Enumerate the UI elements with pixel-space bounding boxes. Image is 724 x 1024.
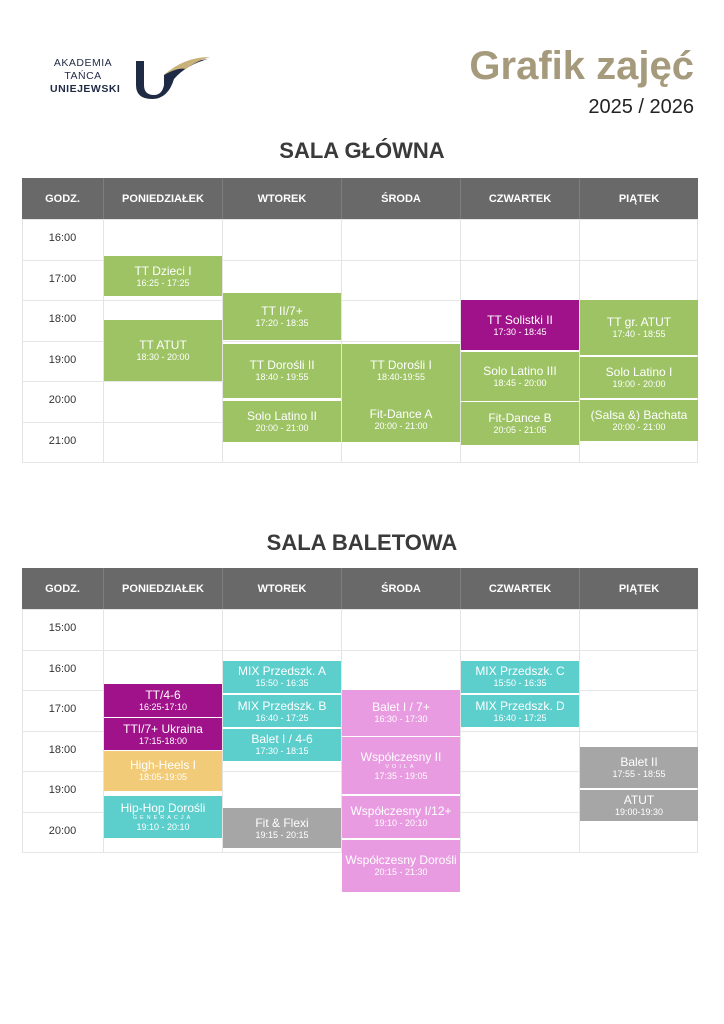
- class-time: 20:15 - 21:30: [374, 867, 428, 878]
- class-block-fit-dance-b[interactable]: [461, 402, 579, 445]
- class-time: 17:30 - 18:15: [255, 746, 309, 757]
- class-name: Solo Latino III: [483, 363, 557, 378]
- hour-label: 21:00: [48, 434, 77, 447]
- day-header-wtorek: WTOREK: [222, 178, 341, 219]
- hour-label: 17:00: [48, 703, 77, 715]
- class-subtitle: VOILA: [385, 763, 417, 770]
- class-time: 18:40-19:55: [376, 372, 426, 383]
- class-time: 20:05 - 21:05: [493, 425, 547, 436]
- day-header-wtorek: WTOREK: [222, 568, 341, 609]
- class-name: MIX Przedszk. A: [237, 664, 327, 679]
- class-name: TT gr. ATUT: [606, 314, 672, 329]
- hour-label: 19:00: [48, 353, 77, 366]
- class-block-wspolczesny-i-12[interactable]: [342, 796, 460, 839]
- class-name: (Salsa &) Bachata: [590, 408, 688, 423]
- class-block-mix-przedszk-b[interactable]: [223, 695, 341, 727]
- day-header-poniedzialek: PONIEDZIAŁEK: [103, 568, 222, 609]
- class-block-tti-7-ukraina[interactable]: [104, 718, 222, 750]
- class-name: TT Dorośli I: [370, 358, 432, 373]
- class-name: Współczesny Dorośli: [345, 853, 457, 868]
- class-name: TT/4-6: [145, 688, 181, 703]
- class-name: Fit-Dance A: [369, 407, 433, 422]
- class-time: 16:25-17:10: [138, 702, 188, 713]
- class-block-atut[interactable]: [580, 790, 698, 822]
- day-header-poniedzialek: PONIEDZIAŁEK: [103, 178, 222, 219]
- class-block-solo-latino-i[interactable]: [580, 357, 698, 398]
- class-time: 20:00 - 21:00: [612, 422, 666, 433]
- class-name: MIX Przedszk. B: [237, 698, 327, 713]
- class-name: Fit-Dance B: [488, 411, 552, 426]
- hour-label: 20:00: [48, 394, 77, 406]
- hour-label: 16:00: [48, 662, 77, 675]
- class-time: 17:55 - 18:55: [612, 768, 666, 779]
- class-time: 18:05-19:05: [138, 772, 188, 783]
- hour-label: 15:00: [48, 622, 77, 634]
- class-time: 16:25 - 17:25: [136, 277, 190, 288]
- class-time: 15:50 - 16:35: [255, 678, 309, 689]
- class-block-fit-dance-a[interactable]: [342, 398, 460, 442]
- hour-label: 18:00: [48, 743, 77, 756]
- class-time: 17:20 - 18:35: [255, 318, 309, 329]
- class-time: 19:00 - 20:00: [612, 378, 666, 389]
- grid-row-line: [22, 219, 698, 220]
- class-time: 19:00-19:30: [614, 807, 664, 817]
- day-header-czwartek: CZWARTEK: [460, 568, 579, 609]
- class-time: 18:30 - 20:00: [136, 351, 190, 362]
- class-time: 17:40 - 18:55: [612, 328, 666, 339]
- day-header-sroda: ŚRODA: [341, 568, 460, 609]
- class-name: TT Solistki II: [487, 312, 553, 327]
- school-year: 2025 / 2026: [588, 96, 694, 118]
- day-header-piatek: PIĄTEK: [579, 568, 698, 609]
- class-block-tt-dorosli-ii[interactable]: [223, 344, 341, 398]
- class-time: 18:40 - 19:55: [255, 372, 309, 383]
- class-name: TTI/7+ Ukraina: [123, 721, 203, 736]
- class-block-mix-przedszk-a[interactable]: [223, 661, 341, 693]
- class-time: 16:30 - 17:30: [374, 714, 428, 725]
- class-block-mix-przedszk-c[interactable]: [461, 661, 579, 693]
- class-time: 16:40 - 17:25: [255, 712, 309, 723]
- class-name: Balet II: [620, 754, 658, 769]
- class-block-salsa-bachata[interactable]: [580, 400, 698, 442]
- class-block-wspolczesny-dorosli[interactable]: [342, 840, 460, 893]
- class-name: Solo Latino I: [605, 364, 673, 379]
- class-time: 20:00 - 21:00: [374, 421, 428, 432]
- class-block-hip-hop-dorosli[interactable]: [104, 796, 222, 838]
- class-name: Solo Latino II: [246, 408, 318, 423]
- class-name: TT II/7+: [261, 304, 303, 319]
- class-time: 16:40 - 17:25: [493, 712, 547, 723]
- page-title: Grafik zajęć: [469, 44, 694, 88]
- class-block-tt-dorosli-i[interactable]: [342, 344, 460, 398]
- hour-label: 17:00: [48, 272, 77, 285]
- schedule-grid-main: [22, 178, 698, 464]
- grid-row-line: [22, 609, 698, 610]
- hour-column-header: GODZ.: [22, 568, 103, 609]
- class-block-tt-dzieci-i[interactable]: [104, 256, 222, 297]
- day-header-sroda: ŚRODA: [341, 178, 460, 219]
- class-block-tt-4-6[interactable]: [104, 684, 222, 716]
- class-name: TT Dorośli II: [249, 358, 315, 373]
- logo-line-2: TAŃCA: [64, 70, 102, 82]
- class-subtitle: GENERACJA: [132, 815, 194, 822]
- class-time: 18:45 - 20:00: [493, 377, 547, 388]
- schedule-grid-ballet: [22, 568, 698, 878]
- class-block-solo-latino-ii[interactable]: [223, 401, 341, 442]
- class-name: TT Dzieci I: [134, 263, 192, 278]
- room-title-main: SALA GŁÓWNA: [279, 138, 445, 163]
- class-block-fit-flexi[interactable]: [223, 808, 341, 849]
- logo-line-1: AKADEMIA: [53, 57, 113, 69]
- class-time: 17:35 - 19:05: [374, 770, 428, 781]
- class-name: MIX Przedszk. D: [475, 698, 565, 713]
- class-block-tt-solistki-ii[interactable]: [461, 300, 579, 351]
- room-title-ballet: SALA BALETOWA: [266, 530, 458, 555]
- class-name: High-Heels I: [129, 758, 197, 773]
- hour-label: 16:00: [48, 232, 77, 244]
- class-block-balet-ii[interactable]: [580, 747, 698, 788]
- hour-column-header: GODZ.: [22, 178, 103, 219]
- class-block-balet-i-4-6[interactable]: [223, 729, 341, 761]
- class-block-tt-atut[interactable]: [104, 320, 222, 381]
- academy-logo: [50, 55, 215, 105]
- class-block-tt-ii-7[interactable]: [223, 293, 341, 340]
- class-name: Współczesny II: [360, 749, 442, 764]
- class-name: MIX Przedszk. C: [475, 664, 565, 679]
- class-name: Fit & Flexi: [255, 815, 309, 830]
- hour-label: 19:00: [48, 784, 77, 796]
- logo-line-3: UNIEJEWSKI: [50, 83, 121, 95]
- class-time: 19:15 - 20:15: [255, 829, 309, 840]
- class-block-solo-latino-iii[interactable]: [461, 352, 579, 401]
- day-header-czwartek: CZWARTEK: [460, 178, 579, 219]
- class-block-high-heels-i[interactable]: [104, 751, 222, 792]
- class-time: 19:10 - 20:10: [374, 818, 428, 829]
- class-time: 15:50 - 16:35: [493, 678, 547, 689]
- logo-swoosh-icon: [134, 55, 210, 101]
- class-name: Balet I / 4-6: [251, 732, 313, 747]
- class-block-wspolczesny-ii[interactable]: [342, 737, 460, 794]
- class-time: 17:15-18:00: [138, 735, 188, 746]
- hour-label: 20:00: [48, 824, 77, 837]
- class-time: 19:10 - 20:10: [136, 822, 190, 833]
- grid-row-line: [22, 650, 698, 651]
- class-name: Hip-Hop Dorośli: [120, 801, 206, 816]
- day-header-piatek: PIĄTEK: [579, 178, 698, 219]
- class-name: TT ATUT: [139, 337, 187, 352]
- class-block-tt-gr-atut[interactable]: [580, 300, 698, 355]
- class-name: Balet I / 7+: [372, 700, 430, 715]
- class-block-mix-przedszk-d[interactable]: [461, 695, 579, 727]
- logo-text: [50, 57, 121, 96]
- class-time: 17:30 - 18:45: [493, 326, 547, 337]
- class-time: 20:00 - 21:00: [255, 422, 309, 433]
- class-name: Współczesny I/12+: [350, 804, 452, 819]
- class-block-balet-i-7[interactable]: [342, 690, 460, 736]
- grid-row-line: [22, 462, 698, 463]
- hour-label: 18:00: [48, 313, 77, 325]
- class-name: ATUT: [623, 793, 655, 807]
